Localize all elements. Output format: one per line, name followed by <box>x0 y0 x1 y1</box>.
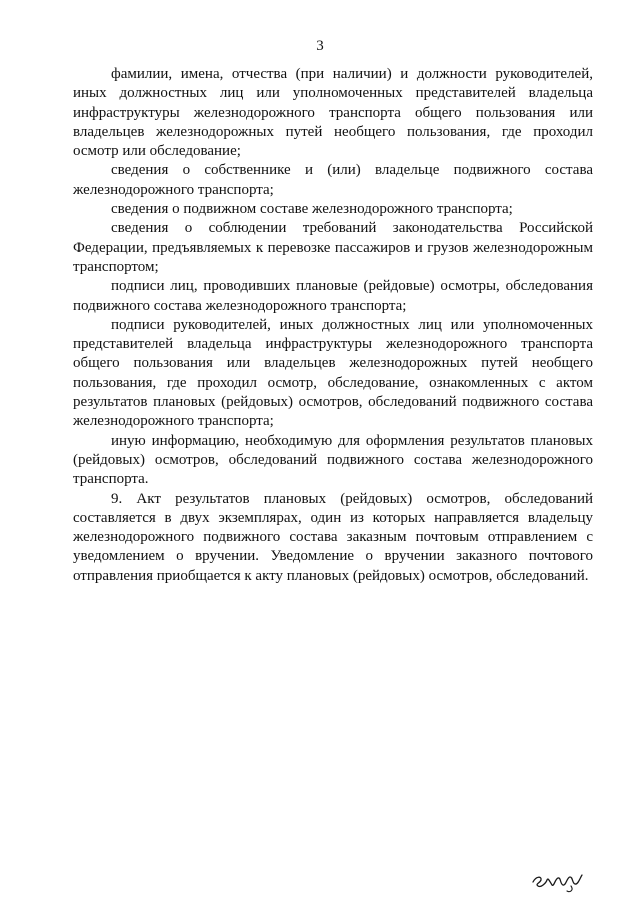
document-body <box>73 65 593 586</box>
paragraph-officials-names: фамилии, имена, отчества (при наличии) и должности руководителей, иных должностных лиц или уполномоченных представителей владельца инфраструктуры железнодорожного транспорта общего пользования или владельцев железнодорожных путей необщего пользования, где проходил осмотр или обследование; <box>73 66 593 160</box>
paragraph-rolling-stock-info: сведения о подвижном составе железнодорожного транспорта; <box>111 201 513 218</box>
paragraph-other-information: иную информацию, необходимую для оформления результатов плановых (рейдовых) осмотров, обследований подвижного состава железнодорожного транспорта. <box>73 432 593 488</box>
handwritten-initials-signature <box>530 866 586 894</box>
paragraph-legal-compliance: сведения о соблюдении требований законодательства Российской Федерации, предъявляемых к перевозке пассажиров и грузов железнодорожным транспортом; <box>73 220 593 275</box>
page-number: 3 <box>316 38 324 54</box>
paragraph-owner-info: сведения о собственнике и (или) владельце подвижного состава железнодорожного транспорта; <box>73 162 593 198</box>
paragraph-representative-signatures: подписи руководителей, иных должностных лиц или уполномоченных представителей владельца инфраструктуры железнодорожного транспорта общего пользования или владельцев железнодорожных путей необщего пользования, где проходил осмотр, обследование, ознакомленных с актом результатов плановых (рейдовых) осмотров, обследований подвижного состава железнодорожного транспорта; <box>73 316 593 430</box>
paragraph-section-9: 9. Акт результатов плановых (рейдовых) осмотров, обследований составляется в двух экземплярах, один из которых направляется владельцу железнодорожного подвижного состава заказным почтовым отправлением с уведомлением о вручении. Уведомление о вручении заказного почтового отправления приобщается к акту плановых (рейдовых) осмотров, обследований. <box>73 490 593 584</box>
paragraph-inspector-signatures: подписи лиц, проводивших плановые (рейдовые) осмотры, обследования подвижного состава железнодорожного транспорта; <box>73 278 593 314</box>
signature-scribble-icon <box>530 866 586 894</box>
